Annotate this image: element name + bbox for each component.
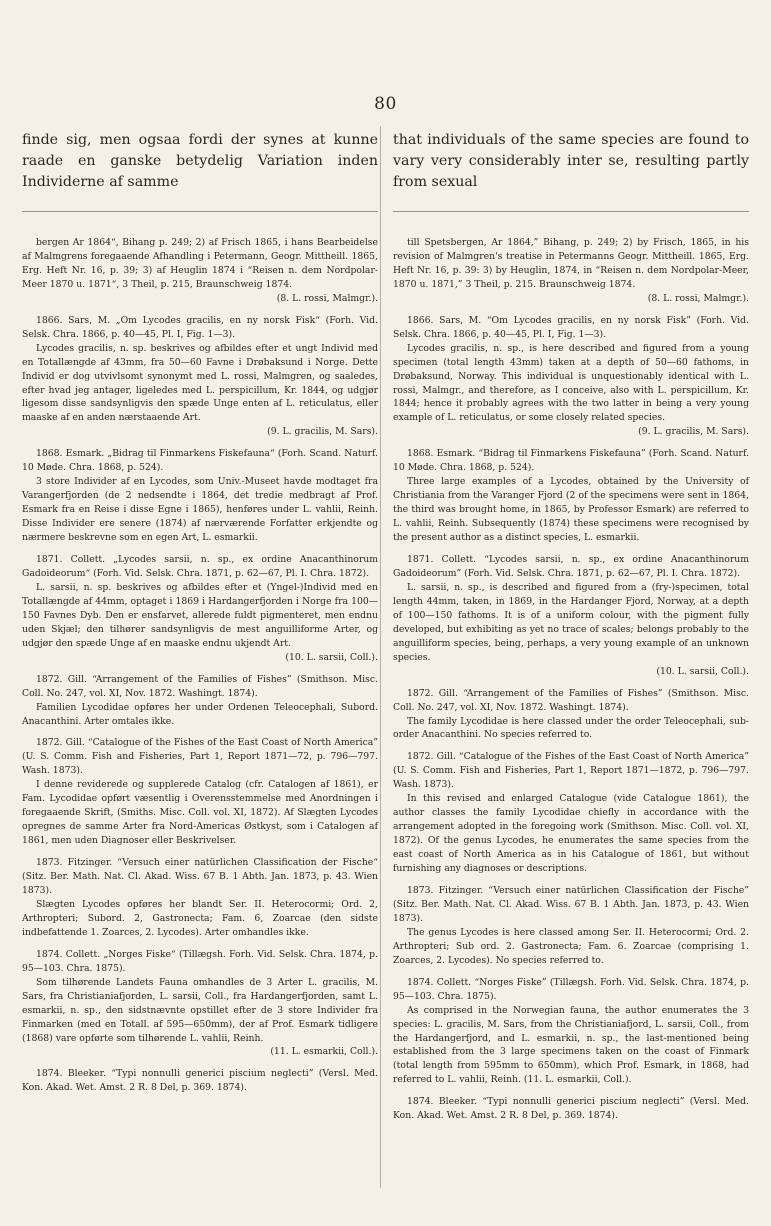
entry-text: Familien Lycodidae opføres her under Ordenen Teleocephali, Subord. Anacanthini. Arter omtales ikke. bbox=[22, 701, 378, 727]
section-rule bbox=[393, 211, 749, 212]
lead-text: finde sig, men ogsaa fordi der synes at kunne raade en ganske betydelig Variation inden Individerne af samme bbox=[22, 132, 378, 190]
entry-citation: 1868. Esmark. „Bidrag til Finmarkens Fiskefauna“ (Forh. Scand. Naturf. 10 Møde. Chra. 1868, p. 524). bbox=[22, 448, 378, 474]
entry-citation: 1866. Sars, M. “Om Lycodes gracilis, en ny norsk Fisk” (Forh. Vid. Selsk. Chra. 1866, p. 40—45, Pl. I, Fig. 1—3). bbox=[393, 314, 749, 340]
bibliography-list bbox=[393, 236, 749, 1123]
lead-text: that individuals of the same species are found to vary very considerably inter se, resulting partly from sexual bbox=[393, 132, 749, 190]
entry-citation: 1866. Sars, M. „Om Lycodes gracilis, en ny norsk Fisk“ (Forh. Vid. Selsk. Chra. 1866, p. 40—45, Pl. I, Fig. 1—3). bbox=[22, 314, 378, 340]
entry-text: As comprised in the Norwegian fauna, the author enumerates the 3 species: L. gracilis, M. Sars, from the Christianiafjord, L. sarsii, Coll., from the Hardangerfjord, and L. esmarkii, n. sp., the last-mentioned being established from the 3 large specimens taken on the coast of Finmark (total length from 595mm to 650mm), which Prof. Esmark, in 1868, had referred to L. vahlii, Reinh. (11. L. esmarkii, Coll.). bbox=[393, 1004, 749, 1086]
entry-citation: 1872. Gill. “Arrangement of the Families of Fishes” (Smithson. Misc. Coll. No. 247, vol. XI, Nov. 1872. Washingt. 1874). bbox=[22, 673, 378, 699]
page-number: 80 bbox=[374, 94, 397, 114]
bibliography-entry bbox=[393, 750, 749, 876]
bibliography-entry bbox=[22, 553, 378, 665]
species-reference: (9. L. gracilis, M. Sars). bbox=[638, 426, 749, 438]
entry-citation: till Spetsbergen, Ar 1864,” Bihang, p. 249; 2) by Frisch, 1865, in his revision of Malmgren's treatise in Petermanns Geogr. Mittheill. 1865, Erg. Heft Nr. 16, p. 39: 3) by Heuglin, 1874, in “Reisen n. dem Nordpolar-Meer, 1870 u. 1871,” 3 Theil, p. 215. Braunschweig 1874. bbox=[393, 237, 749, 290]
section-rule bbox=[22, 211, 378, 212]
bibliography-entry bbox=[393, 884, 749, 968]
entry-text: The genus Lycodes is here classed among Ser. II. Heterocormi; Ord. 2. Arthropteri; Sub ord. 2. Gastronecta; Fam. 6. Zoarcae (comprising 1. Zoarces, 2. Lycodes). No species referred to. bbox=[393, 926, 749, 966]
entry-citation: 1872. Gill. “Catalogue of the Fishes of the East Coast of North America” (U. S. Comm. Fish and Fisheries, Part 1, Report 1871—72, p. 796—797. Wash. 1873). bbox=[22, 737, 378, 777]
bibliography-entry bbox=[393, 236, 749, 306]
entry-text: Som tilhørende Landets Fauna omhandles de 3 Arter L. gracilis, M. Sars, fra Christianiafjorden, L. sarsii, Coll., fra Hardangerfjorden, samt L. esmarkii, n. sp., den sidstnævnte opstillet efter de 3 store Individer fra Finmarken (med en Totall. af 595—650mm), der af Prof. Esmark tidligere (1868) vare opførte som tilhørende L. vahlii, Reinh. bbox=[22, 976, 378, 1044]
column-divider bbox=[380, 126, 381, 1188]
entry-citation: 1874. Collett. “Norges Fiske” (Tillægsh. Forh. Vid. Selsk. Chra. 1874, p. 95—103. Chra. 1875). bbox=[393, 976, 749, 1002]
entry-citation: 1874. Bleeker. “Typi nonnulli generici piscium neglecti” (Versl. Med. Kon. Akad. Wet. Amst. 2 R. 8 Del, p. 369. 1874). bbox=[393, 1096, 749, 1122]
bibliography-entry bbox=[22, 1067, 378, 1095]
bibliography-entry bbox=[393, 976, 749, 1088]
entry-text: In this revised and enlarged Catalogue (vide Catalogue 1861), the author classes the family Lycodidae chiefly in accordance with the arrangement adopted in the foregoing work (Smithson. Misc. Coll. vol. XI, 1872). Of the genus Lycodes, he enumerates the same species from the east coast of North America as in his Catalogue of 1861, but without furnishing any diagnoses or descriptions. bbox=[393, 793, 749, 875]
species-reference: (11. L. esmarkii, Coll.). bbox=[270, 1046, 378, 1058]
entry-text: L. sarsii, n. sp. beskrives og afbildes efter et (Yngel-)Individ med en Totallængde af 44mm, optaget i 1869 i Hardangerfjorden i Norge fra 100—150 Favnes Dyb. Den er ensfarvet, allerede fuldt pigmenteret, men endnu uden Skjæl; den tilhører sandsynligvis de mest anguilliforme Arter, og udgjør den spæde Unge af en maaske endnu ukjendt Art. bbox=[22, 581, 378, 649]
species-reference: (8. L. rossi, Malmgr.). bbox=[276, 292, 378, 304]
entry-text: Lycodes gracilis, n. sp. beskrives og afbildes efter et ungt Individ med en Totallængde af 43mm, fra 50—60 Favne i Drøbaksund i Norge. Dette Individ er dog utvivlsomt synonymt med L. rossi, Malmgren, og saaledes, efter hvad jeg antager, ligeledes med L. perspicillum, Kr. 1844, og udgjør ligesom disse sandsynligvis den spæde Unge enten af L. reticulatus, eller maaske af en anden nærstaaende Art. bbox=[22, 342, 378, 424]
entry-citation: 1872. Gill. “Catalogue of the Fishes of the East Coast of North America” (U. S. Comm. Fish and Fisheries, Part 1, Report 1871—1872, p. 796—797. Wash. 1873). bbox=[393, 751, 749, 791]
bibliography-entry bbox=[22, 673, 378, 729]
species-reference: (8. L. rossi, Malmgr.). bbox=[647, 292, 749, 304]
entry-citation: 1873. Fitzinger. “Versuch einer natürlichen Classification der Fische“ (Sitz. Ber. Math. Nat. Cl. Akad. Wiss. 67 B. 1 Abth. Jan. 1873, p. 43. Wien 1873). bbox=[22, 857, 378, 896]
english-column bbox=[393, 130, 749, 1131]
entry-citation: 1874. Collett. „Norges Fiske“ (Tillægsh. Forh. Vid. Selsk. Chra. 1874, p. 95—103. Chra. 1875). bbox=[22, 948, 378, 974]
bibliography-entry bbox=[393, 447, 749, 545]
bibliography-entry bbox=[22, 236, 378, 306]
entry-text: The family Lycodidae is here classed under the order Teleocephali, sub-order Anacanthini. No species referred to. bbox=[393, 715, 749, 741]
entry-text: Lycodes gracilis, n. sp., is here described and figured from a young specimen (total length 43mm) taken at a depth of 50—60 fathoms, in Drøbaksund, Norway. This individual is unquestionably identical with L. rossi, Malmgr., and therefore, as I conceive, also with L. perspicillum, Kr. 1844; hence it probably agrees with the two latter in being a very young example of L. reticulatus, or some closely related species. bbox=[393, 342, 749, 424]
bibliography-entry bbox=[22, 856, 378, 940]
bibliography-entry bbox=[22, 447, 378, 545]
entry-text: Slægten Lycodes opføres her blandt Ser. II. Heterocormi; Ord. 2, Arthropteri; Subord. 2, Gastronecta; Fam. 6, Zoarcae (den sidste indbefattende 1. Zoarces, 2. Lycodes). Arter omhandles ikke. bbox=[22, 898, 378, 938]
entry-citation: bergen Ar 1864“, Bihang p. 249; 2) af Frisch 1865, i hans Bearbeidelse af Malmgrens foregaaende Afhandling i Petermann, Geogr. Mittheill. 1865, Erg. Heft Nr. 16, p. 39; 3) af Heuglin 1874 i “Reisen n. dem Nordpolar-Meer 1870 u. 1871“, 3 Theil, p. 215, Braunschweig 1874. bbox=[22, 237, 378, 290]
entry-citation: 1874. Bleeker. “Typi nonnulli generici piscium neglecti” (Versl. Med. Kon. Akad. Wet. Amst. 2 R. 8 Del, p. 369. 1874). bbox=[22, 1068, 378, 1094]
entry-text: 3 store Individer af en Lycodes, som Univ.-Museet havde modtaget fra Varangerfjorden (de 2 nedsendte i 1864, det tredie medbragt af Prof. Esmark fra en Reise i disse Egne i 1865), henføres under L. vahlii, Reinh. Disse Individer ere senere (1874) af nærværende Forfatter erkjendte og nærmere beskrevne som en egen Art, L. esmarkii. bbox=[22, 476, 378, 544]
norwegian-column bbox=[22, 130, 378, 1103]
bibliography-entry bbox=[393, 553, 749, 679]
bibliography-entry bbox=[22, 736, 378, 848]
species-reference: (10. L. sarsii, Coll.). bbox=[656, 665, 749, 677]
entry-citation: 1868. Esmark. “Bidrag til Finmarkens Fiskefauna” (Forh. Scand. Naturf. 10 Møde. Chra. 1868, p. 524). bbox=[393, 448, 749, 474]
entry-citation: 1871. Collett. „Lycodes sarsii, n. sp., ex ordine Anacanthinorum Gadoideorum“ (Forh. Vid. Selsk. Chra. 1871, p. 62—67, Pl. I. Chra. 1872). bbox=[22, 554, 378, 579]
entry-citation: 1872. Gill. “Arrangement of the Families of Fishes” (Smithson. Misc. Coll. No. 247, vol. XI, Nov. 1872. Washingt. 1874). bbox=[393, 687, 749, 713]
bibliography-entry bbox=[22, 314, 378, 440]
bibliography-list bbox=[22, 236, 378, 1095]
bibliography-entry bbox=[393, 1095, 749, 1123]
entry-text: I denne reviderede og supplerede Catalog (cfr. Catalogen af 1861), er Fam. Lycodidae opført væsentlig i Overensstemmelse med Anordningen i foregaaende Skrift, (Smiths. Misc. Coll. vol. XI, 1872). Af Slægten Lycodes opregnes de samme Arter fra Nord-Americas Østkyst, som i Catalogen af 1861, men uden Diagnoser eller Beskrivelser. bbox=[22, 779, 378, 847]
entry-citation: 1873. Fitzinger. “Versuch einer natürlichen Classification der Fische” (Sitz. Ber. Math. Nat. Cl. Akad. Wiss. 67 B. 1 Abth. Jan. 1873, p. 43. Wien 1873). bbox=[393, 884, 749, 924]
species-reference: (10. L. sarsii, Coll.). bbox=[285, 651, 378, 663]
bibliography-entry bbox=[393, 314, 749, 440]
entry-text: L. sarsii, n. sp., is described and figured from a (fry-)specimen, total length 44mm, taken, in 1869, in the Hardanger Fjord, Norway, at a depth of 100—150 fathoms. It is of a uniform colour, with the pigment fully developed, but exhibiting as yet no trace of scales; belongs probably to the anguilliform species, being, perhaps, a very young example of an unknown species. bbox=[393, 581, 749, 663]
bibliography-entry bbox=[22, 948, 378, 1060]
bibliography-entry bbox=[393, 687, 749, 743]
species-reference: (9. L. gracilis, M. Sars). bbox=[267, 426, 378, 438]
entry-text: Three large examples of a Lycodes, obtained by the University of Christiania from the Varanger Fjord (2 of the specimens were sent in 1864, the third was brought home, in 1865, by Professor Esmark) are referred to L. vahlii, Reinh. Subsequently (1874) these specimens were recognised by the present author as a distinct species, L. esmarkii. bbox=[393, 476, 749, 544]
entry-citation: 1871. Collett. “Lycodes sarsii, n. sp., ex ordine Anacanthinorum Gadoideorum” (Forh. Vid. Selsk. Chra. 1871, p. 62—67, Pl. I. Chra. 1872). bbox=[393, 554, 749, 579]
